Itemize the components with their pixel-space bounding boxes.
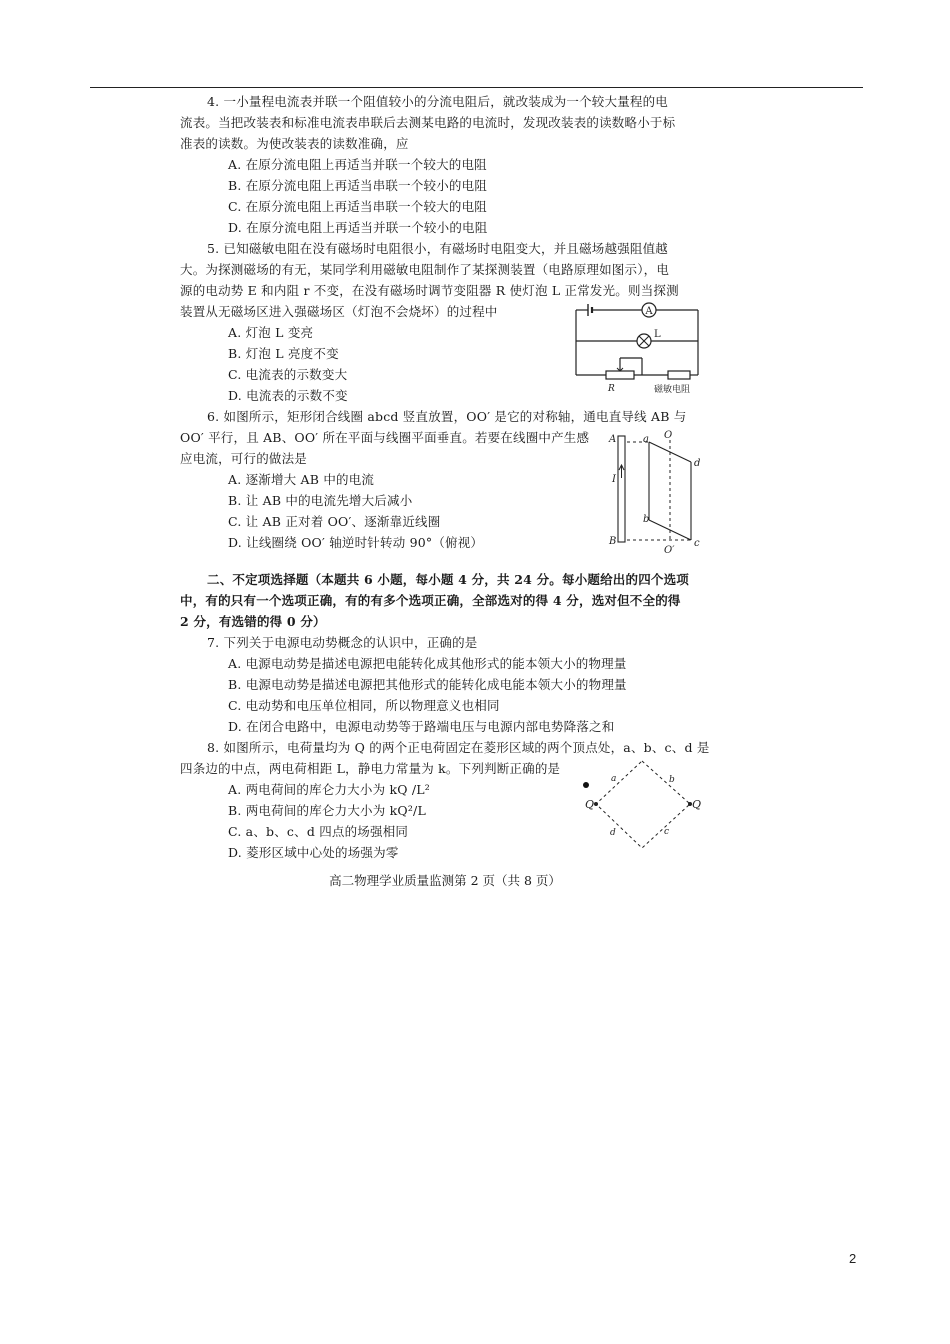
q6-coil-figure — [606, 430, 706, 554]
q4-stem-line3: 准表的读数。为使改装表的读数准确，应 — [180, 136, 409, 151]
current-wire-ab — [618, 436, 625, 542]
ammeter-icon — [642, 303, 656, 317]
q5-option-a: A. 灯泡 L 变亮 — [228, 325, 314, 340]
q8-rhombus-figure — [578, 755, 708, 855]
label-d: d — [694, 458, 701, 469]
label-O: O — [664, 430, 673, 441]
q5-circuit-figure — [570, 302, 705, 394]
lamp-icon — [637, 334, 651, 348]
q5-option-b: B. 灯泡 L 亮度不变 — [228, 346, 339, 361]
q6-option-a: A. 逐渐增大 AB 中的电流 — [228, 472, 375, 487]
q4-option-b: B. 在原分流电阻上再适当串联一个较小的电阻 — [228, 178, 488, 193]
label-b: b — [643, 514, 650, 525]
q7-option-c: C. 电动势和电压单位相同，所以物理意义也相同 — [228, 698, 500, 713]
q5-stem-line3: 源的电动势 E 和内阻 r 不变，在没有磁场时调节变阻器 R 使灯泡 L 正常发光。则当探测 — [180, 283, 679, 298]
q6-stem-line3: 应电流，可行的做法是 — [180, 451, 308, 466]
q7-option-d: D. 在闭合电路中，电源电动势等于路端电压与电源内部电势降落之和 — [228, 719, 615, 734]
q4-option-d: D. 在原分流电阻上再适当并联一个较小的电阻 — [228, 220, 488, 235]
q4-stem-line2: 流表。当把改装表和标准电流表串联后去测某电路的电流时，发现改装表的读数略小于标 — [180, 115, 676, 130]
label-d: d — [610, 828, 616, 838]
page-footer: 高二物理学业质量监测第 2 页（共 8 页） — [329, 873, 561, 888]
q7-option-a: A. 电源电动势是描述电源把电能转化成其他形式的能本领大小的物理量 — [228, 656, 627, 671]
q8-stem-line2: 四条边的中点，两电荷相距 L，静电力常量为 k。下列判断正确的是 — [180, 761, 561, 776]
label-B: B — [609, 536, 617, 547]
magnetoresistor-symbol — [668, 371, 690, 379]
section2-line3: 2 分，有选错的得 0 分） — [180, 614, 326, 629]
svg-text:A: A — [645, 306, 653, 317]
ink-dot — [583, 782, 589, 788]
label-a: a — [611, 774, 617, 784]
q8-option-a: A. 两电荷间的库仑力大小为 kQ /L² — [228, 782, 430, 797]
q6-option-b: B. 让 AB 中的电流先增大后减小 — [228, 493, 413, 508]
label-a: a — [643, 434, 649, 445]
q5-stem-line4: 装置从无磁场区进入强磁场区（灯泡不会烧坏）的过程中 — [180, 304, 498, 319]
q4-option-a: A. 在原分流电阻上再适当并联一个较大的电阻 — [228, 157, 487, 172]
label-A: A — [609, 434, 617, 445]
q6-stem-line2: OO′ 平行，且 AB、OO′ 所在平面与线圈平面垂直。若要在线圈中产生感 — [180, 430, 590, 445]
label-c: c — [664, 827, 670, 837]
q6-option-c: C. 让 AB 正对着 OO′、逐渐靠近线圈 — [228, 514, 441, 529]
label-Q-left: Q — [585, 798, 595, 811]
q5-stem-line2: 大。为探测磁场的有无，某同学利用磁敏电阻制作了某探测装置（电路原理如图示），电 — [180, 262, 670, 277]
q8-option-c: C. a、b、c、d 四点的场强相同 — [228, 824, 409, 839]
section2-line1: 二、不定项选择题（本题共 6 小题，每小题 4 分，共 24 分。每小题给出的四个选项 — [207, 572, 690, 587]
label-O-prime: O′ — [664, 545, 675, 556]
rheostat-symbol — [606, 371, 634, 379]
lamp-label: L — [654, 329, 661, 340]
label-b: b — [669, 775, 675, 785]
q4-option-c: C. 在原分流电阻上再适当串联一个较大的电阻 — [228, 199, 487, 214]
q6-option-d: D. 让线圈绕 OO′ 轴逆时针转动 90°（俯视） — [228, 535, 484, 550]
label-Q-right: Q — [692, 798, 702, 811]
label-I: I — [612, 474, 616, 485]
q8-option-b: B. 两电荷间的库仑力大小为 kQ²/L — [228, 803, 426, 818]
label-c: c — [694, 538, 700, 549]
q5-option-d: D. 电流表的示数不变 — [228, 388, 348, 403]
charge-left — [594, 802, 598, 806]
page-number: 2 — [849, 1251, 857, 1266]
q5-option-c: C. 电流表的示数变大 — [228, 367, 348, 382]
q4-stem-line1: 4. 一小量程电流表并联一个阻值较小的分流电阻后，就改装成为一个较大量程的电 — [207, 94, 669, 109]
q7-stem-line1: 7. 下列关于电源电动势概念的认识中，正确的是 — [207, 635, 478, 650]
rheostat-label: R — [608, 384, 615, 394]
magnetoresistor-label: 磁敏电阻 — [654, 385, 691, 395]
q7-option-b: B. 电源电动势是描述电源把其他形式的能转化成电能本领大小的物理量 — [228, 677, 627, 692]
q8-stem-line1: 8. 如图所示，电荷量均为 Q 的两个正电荷固定在菱形区域的两个顶点处，a、b、c、d 是 — [207, 740, 710, 755]
section2-line2: 中，有的只有一个选项正确，有的有多个选项正确，全部选对的得 4 分，选对但不全的得 — [180, 593, 681, 608]
q5-stem-line1: 5. 已知磁敏电阻在没有磁场时电阻很小，有磁场时电阻变大，并且磁场越强阻值越 — [207, 241, 669, 256]
q8-option-d: D. 菱形区域中心处的场强为零 — [228, 845, 399, 860]
q6-stem-line1: 6. 如图所示，矩形闭合线圈 abcd 竖直放置，OO′ 是它的对称轴，通电直导线 AB 与 — [207, 409, 687, 424]
